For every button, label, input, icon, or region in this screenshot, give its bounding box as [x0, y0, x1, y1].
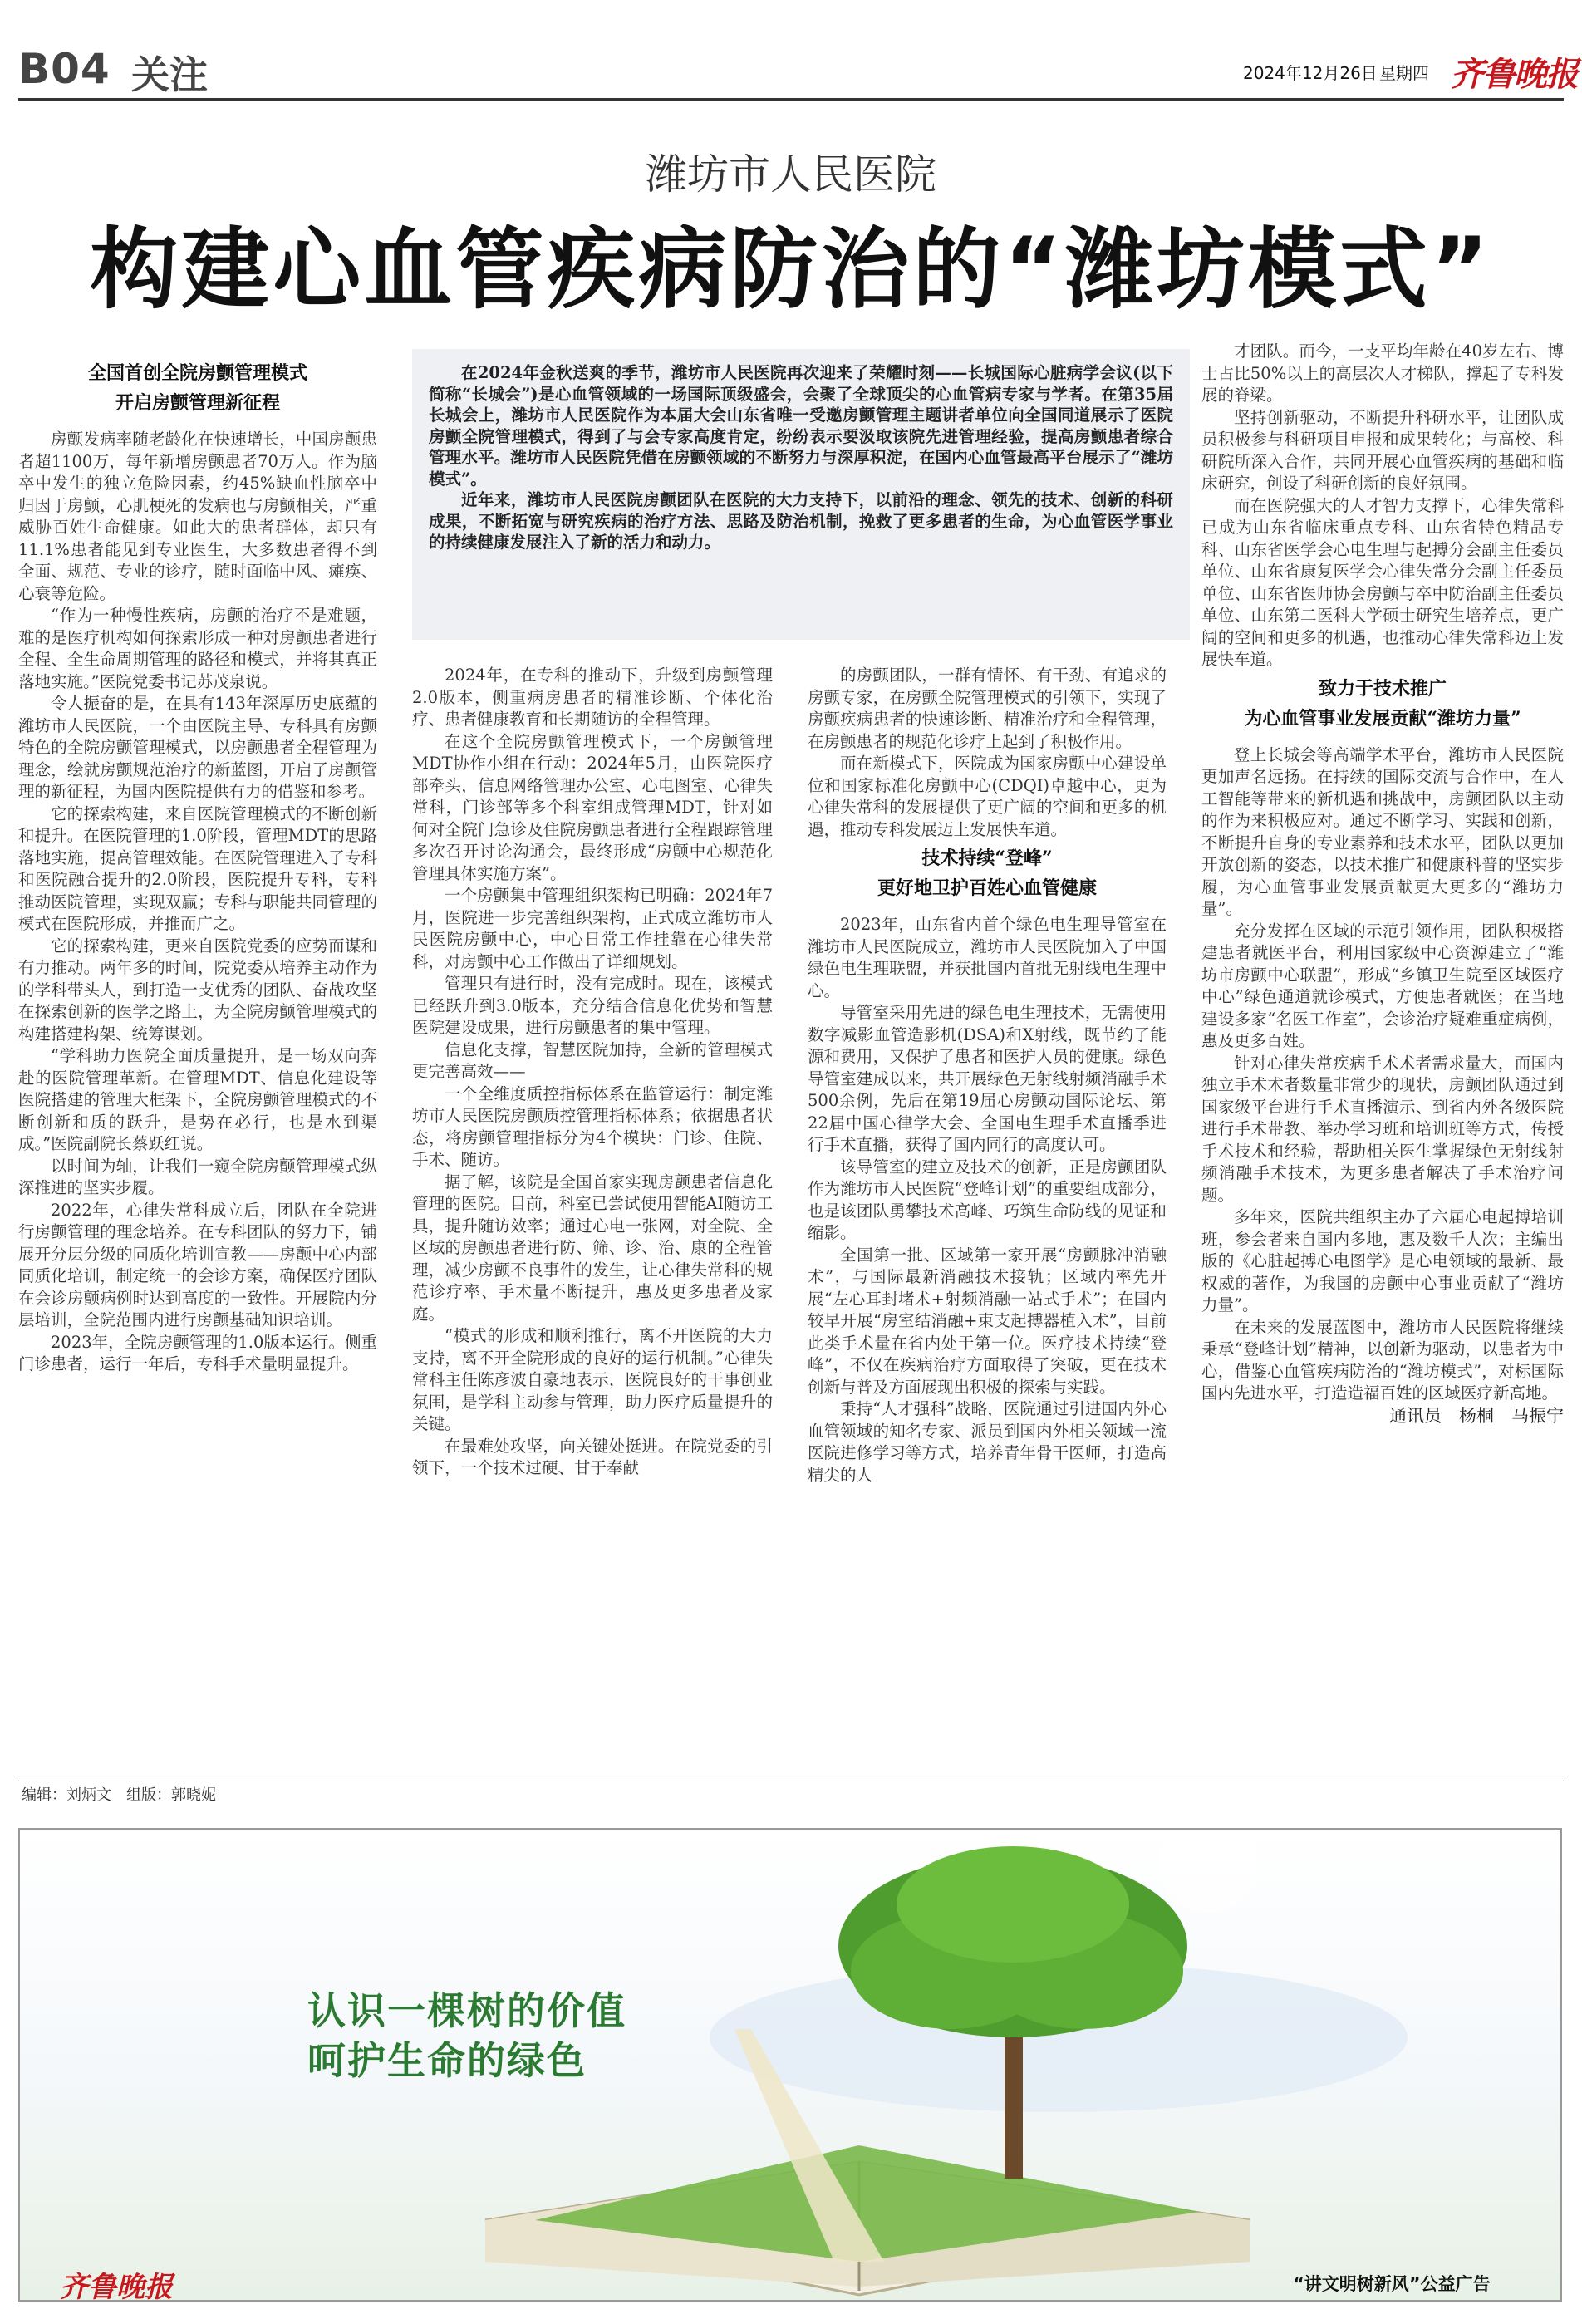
paragraph: 据了解，该院是全国首家实现房颤患者信息化管理的医院。目前，科室已尝试使用智能AI随访工具，提升随访效率；通过心电一张网，对全院、全区域的房颤患者进行防、筛、诊、治、康的全程管理，减少房颤不良事件的发生，让心律失常科的规范诊疗率、手术量不断提升，惠及更多患者及家庭。	[412, 1172, 773, 1324]
paragraph: 全国第一批、区域第一家开展“房颤脉冲消融术”，与国际最新消融技术接轨；区域内率先开展“左心耳封堵术+射频消融一站式手术”；在国内较早开展“房室结消融+束支起搏器植入术”，目前此类手术量在省内处于第一位。医疗技术持续“登峰”，不仅在疾病治疗方面取得了突破，更在技术创新与普及方面展现出积极的探索与实践。	[808, 1245, 1167, 1397]
article-title: 构建心血管疾病防治的“潍坊模式”	[90, 219, 1492, 321]
paragraph: “作为一种慢性疾病，房颤的治疗不是难题，难的是医疗机构如何探索形成一种对房颤患者进行全程、全生命周期管理的路径和模式，并将其真正落地实施。”医院党委书记苏茂泉说。	[18, 606, 377, 691]
paragraph: 信息化支撑，智慧医院加持，全新的管理模式更完善高效——	[412, 1039, 773, 1081]
paragraph: 一个房颤集中管理组织架构已明确：2024年7月，医院进一步完善组织架构，正式成立潍坊市人民医院房颤中心，中心日常工作挂靠在心律失常科，对房颤中心工作做出了详细规划。	[412, 886, 773, 971]
paragraph: 才团队。而今，一支平均年龄在40岁左右、博士占比50%以上的高层次人才梯队，撑起了专科发展的脊梁。	[1201, 341, 1564, 405]
paragraph: “学科助力医院全面质量提升，是一场双向奔赴的医院管理革新。在管理MDT、信息化建设等医院搭建的管理大框架下，全院房颤管理模式的不断创新和质的跃升，是势在必行，也是水到渠成。”医院副院长蔡跃红说。	[18, 1046, 377, 1153]
ad-headline-line-2: 呵护生命的绿色	[307, 2038, 587, 2083]
paragraph: 登上长城会等高端学术平台，潍坊市人民医院更加声名远扬。在持续的国际交流与合作中，在人工智能等带来的新机遇和挑战中，房颤团队以主动的作为来积极应对。通过不断学习、实践和创新，不断提升自身的专业素养和技术水平，团队以更加开放创新的姿态，以技术推广和健康科普的坚实步履，为心血管事业发展贡献更大更多的“潍坊力量”。	[1201, 744, 1564, 918]
paragraph: 的房颤团队，一群有情怀、有干劲、有追求的房颤专家，在房颤全院管理模式的引领下，实现了房颤疾病患者的快速诊断、精准治疗和全程管理，在房颤患者的规范化诊疗上起到了积极作用。	[808, 666, 1167, 751]
paragraph: 该导管室的建立及技术的创新，正是房颤团队作为潍坊市人民医院“登峰计划”的重要组成部分，也是该团队勇攀技术高峰、巧筑生命防线的见证和缩影。	[808, 1157, 1167, 1242]
paragraph: 针对心律失常疾病手术术者需求量大，而国内独立手术术者数量非常少的现状，房颤团队通过到国家级平台进行手术直播演示、到省内外各级医院进行手术带教、举办学习班和培训班等方式，传授手术技术和经验，帮助相关医生掌握绿色无射线射频消融手术技术，为更多患者解决了手术治疗问题。	[1201, 1053, 1564, 1205]
section-heading: 更好地卫护百姓心血管健康	[877, 877, 1097, 899]
paragraph: 它的探索构建，更来自医院党委的应势而谋和有力推动。两年多的时间，院党委从培养主动作为的学科带头人，到打造一支优秀的团队、奋战攻坚在探索创新的医学之路上，为全院房颤管理模式的构建搭建构架、统筹谋划。	[18, 936, 377, 1044]
intro-paragraph: 在2024年金秋送爽的季节，潍坊市人民医院再次迎来了荣耀时刻——长城国际心脏病学会议(以下简称“长城会”)是心血管领域的一场国际顶级盛会，会聚了全球顶尖的心血管病专家与学者。在第35届长城会上，潍坊市人民医院作为本届大会山东省唯一受邀房颤管理主题讲者单位向全国同道展示了医院房颤全院管理模式，得到了与会专家高度肯定，纷纷表示要汲取该院先进管理经验，提高房颤患者综合管理水平。潍坊市人民医院凭借在房颤领域的不断努力与深厚积淀，在国内心血管最高平台展示了“潍坊模式”。	[429, 363, 1173, 489]
paragraph: 它的探索构建，来自医院管理模式的不断创新和提升。在医院管理的1.0阶段，管理MDT的思路落地实施，提高管理效能。在医院管理进入了专科和医院融合提升的2.0阶段，医院提升专科，专科推动医院管理，实现双赢；专科与职能共同管理的模式在医院形成，并推而广之。	[18, 803, 377, 933]
section-heading: 全国首创全院房颤管理模式	[87, 362, 307, 384]
paragraph: 多年来，医院共组织主办了六届心电起搏培训班，参会者来自国内多地，惠及数千人次；主编出版的《心脏起搏心电图学》是心电领域的最新、最权威的著作，为我国的房颤中心事业贡献了“潍坊力量”。	[1201, 1207, 1564, 1314]
section-name: 关注	[131, 52, 208, 97]
paragraph: 秉持“人才强科”战略，医院通过引进国内外心血管领域的知名专家、派员到国内外相关领域一流医院进修学习等方式，培养青年骨干医师，打造高精尖的人	[808, 1399, 1167, 1485]
article-column-1	[18, 356, 377, 1376]
paragraph: 2023年，山东省内首个绿色电生理导管室在潍坊市人民医院成立，潍坊市人民医院加入了中国绿色电生理联盟，并获批国内首批无射线电生理中心。	[808, 915, 1167, 1000]
paragraph: 坚持创新驱动，不断提升科研水平，让团队成员积极参与科研项目申报和成果转化；与高校、科研院所深入合作，共同开展心血管疾病的基础和临床研究，创设了科研创新的良好氛围。	[1201, 407, 1564, 493]
paragraph: 2024年，在专科的推动下，升级到房颤管理2.0版本，侧重病房患者的精准诊断、个体化治疗、患者健康教育和长期随访的全程管理。	[412, 666, 773, 729]
paragraph: 在最难处攻坚，向关键处挺进。在院党委的引领下，一个技术过硬、甘于奉献	[412, 1436, 773, 1477]
paragraph: 房颤发病率随老龄化在快速增长，中国房颤患者超1100万，每年新增房颤患者70万人。作为脑卒中发生的独立危险因素，约45%缺血性脑卒中归因于房颤，心肌梗死的发病也与房颤相关，严重威胁百姓生命健康。如此大的患者群体，却只有11.1%患者能见到专业医生，大多数患者得不到全面、规范、专业的诊疗，随时面临中风、瘫痪、心衰等危险。	[18, 430, 377, 603]
intro-paragraph: 近年来，潍坊市人民医院房颤团队在医院的大力支持下，以前沿的理念、领先的技术、创新的科研成果，不断拓宽与研究疾病的治疗方法、思路及防治机制，挽救了更多患者的生命，为心血管医学事业的持续健康发展注入了新的活力和动力。	[429, 490, 1173, 552]
section-heading: 技术持续“登峰”	[921, 848, 1053, 869]
section-heading: 致力于技术推广	[1318, 677, 1447, 700]
paragraph: 而在医院强大的人才智力支撑下，心律失常科已成为山东省临床重点专科、山东省特色精品专科、山东省医学会心电生理与起搏分会副主任委员单位、山东省康复医学会心律失常分会副主任委员单位、山东省医师协会房颤与卒中防治副主任委员单位、山东第二医科大学硕士研究生培养点，更广阔的空间和更多的机遇，也推动心律失常科迈上发展快车道。	[1201, 495, 1564, 669]
editor-credit: 编辑：刘炳文 组版：郭晓妮	[22, 1786, 216, 1804]
paragraph: 在这个全院房颤管理模式下，一个房颤管理MDT协作小组在行动：2024年5月，由医院医疗部牵头，信息网络管理办公室、心电图室、心律失常科，门诊部等多个科室组成管理MDT，针对如何对全院门急诊及住院房颤患者进行全程跟踪管理多次召开讨论沟通会，最终形成“房颤中心规范化管理具体实施方案”。	[412, 731, 773, 883]
issue-date: 2024年12月26日	[1243, 63, 1378, 83]
paragraph: “模式的形成和顺利推行，离不开医院的大力支持，离不开全院形成的良好的运行机制。”心律失常科主任陈彦波自豪地表示，医院良好的干事创业氛围，是学科主动参与管理，助力医疗质量提升的关键。	[412, 1326, 773, 1433]
paragraph: 在未来的发展蓝图中，潍坊市人民医院将继续秉承“登峰计划”精神，以创新为驱动，以患者为中心，借鉴心血管疾病防治的“潍坊模式”，对标国际国内先进水平，打造造福百姓的区域医疗新高地。	[1201, 1317, 1564, 1403]
newspaper-logo: 齐鲁晚报	[1451, 55, 1577, 94]
page-number: B04	[18, 45, 111, 93]
article-column-2	[412, 665, 773, 1480]
tree-book-illustration	[20, 1830, 1562, 2302]
paragraph: 充分发挥在区域的示范引领作用，团队积极搭建患者就医平台，利用国家级中心资源建立了“潍坊市房颤中心联盟”，形成“乡镇卫生院至区域医疗中心”绿色通道就诊模式，方便患者就医；在当地建设多家“名医工作室”，会诊治疗疑难重症病例，惠及更多百姓。	[1201, 921, 1564, 1050]
section-heading: 开启房颤管理新征程	[115, 392, 280, 414]
paragraph: 2022年，心律失常科成立后，团队在全院进行房颤管理的理念培养。在专科团队的努力下，铺展开分层分级的同质化培训宣教——房颤中心内部同质化培训，制定统一的会诊方案，确保医疗团队在会诊房颤病例时达到高度的一致性。开展院内分层培训，全院范围内进行房颤基础知识培训。	[18, 1200, 377, 1329]
intro-text	[429, 362, 1173, 553]
issue-weekday: 星期四	[1379, 63, 1429, 83]
paragraph: 令人振奋的是，在具有143年深厚历史底蕴的潍坊市人民医院，一个由医院主导、专科具有房颤特色的全院房颤管理模式，以房颤患者全程管理为理念，绘就房颤规范治疗的新蓝图，开启了房颤管理的新征程，为国内医院提供有力的借鉴和参考。	[18, 694, 377, 801]
header-divider	[18, 98, 1564, 101]
section-heading: 为心血管事业发展贡献“潍坊力量”	[1244, 707, 1521, 730]
paragraph: 以时间为轴，让我们一窥全院房颤管理模式纵深推进的坚实步履。	[18, 1156, 377, 1197]
paragraph: 管理只有进行时，没有完成时。现在，该模式已经跃升到3.0版本，充分结合信息化优势和智慧医院建设成果，进行房颤患者的集中管理。	[412, 974, 773, 1037]
ad-headline-line-1: 认识一棵树的价值	[307, 1988, 626, 2033]
ad-footer: “讲文明树新风”公益广告	[1293, 2274, 1491, 2294]
byline: 通讯员 杨桐 马振宁	[1389, 1405, 1564, 1426]
paragraph: 2023年，全院房颤管理的1.0版本运行。侧重门诊患者，运行一年后，专科手术量明显提升。	[18, 1332, 377, 1373]
ad-newspaper-logo: 齐鲁晚报	[60, 2271, 173, 2304]
ad-headline	[307, 1986, 626, 2086]
public-service-ad	[18, 1828, 1562, 2302]
article-column-4	[1201, 341, 1564, 1427]
paragraph: 而在新模式下，医院成为国家房颤中心建设单位和国家标准化房颤中心(CDQI)卓越中心，更为心律失常科的发展提供了更广阔的空间和更多的机遇，推动专科发展迈上发展快车道。	[808, 754, 1167, 839]
paragraph: 导管室采用先进的绿色电生理技术，无需使用数字减影血管造影机(DSA)和X射线，既节约了能源和费用，又保护了患者和医护人员的健康。绿色导管室建成以来，共开展绿色无射线射频消融手术500余例，先后在第19届心房颤动国际论坛、第22届中国心律学大会、全国电生理手术直播季进行手术直播，获得了国内同行的高度认可。	[808, 1003, 1167, 1154]
article-subtitle: 潍坊市人民医院	[646, 150, 936, 199]
paragraph: 一个全维度质控指标体系在监管运行：制定潍坊市人民医院房颤质控管理指标体系；依据患者状态，将房颤管理指标分为4个模块：门诊、住院、手术、随访。	[412, 1083, 773, 1169]
article-column-3	[808, 665, 1167, 1486]
